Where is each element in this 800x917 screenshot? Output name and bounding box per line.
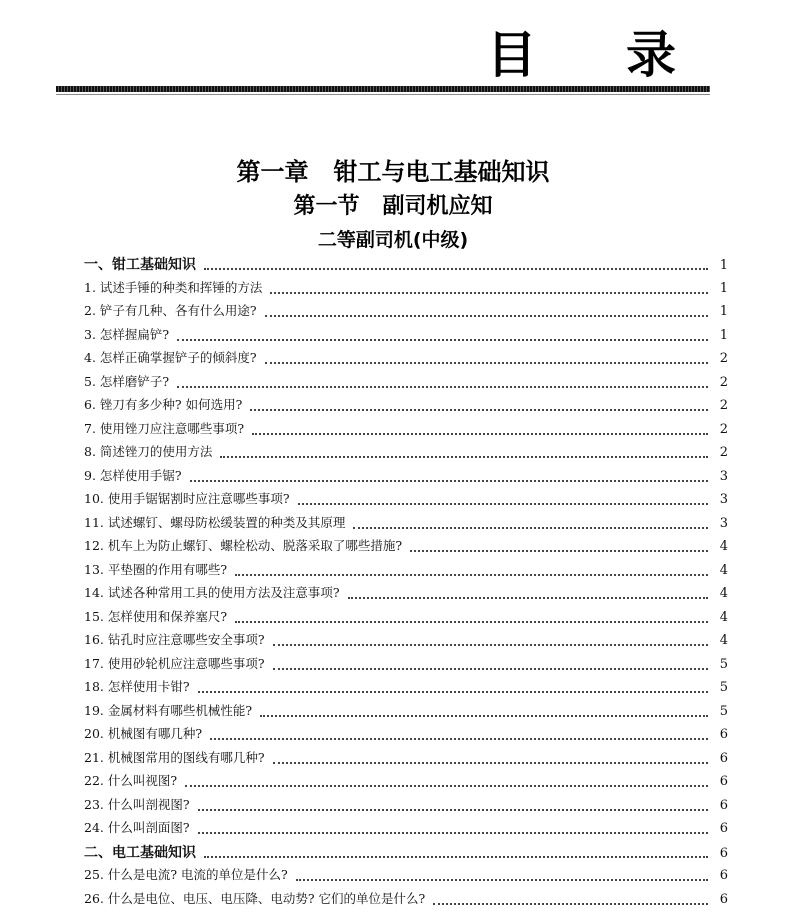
toc-entry[interactable] [84,489,728,513]
toc-entry[interactable] [84,348,728,372]
toc-entry-label: 20. 机械图有哪几种? [84,726,203,741]
toc-page-number: 2 [719,398,728,413]
toc-leader-dots [410,549,708,552]
toc-entry-label: 5. 怎样磨铲子? [84,373,170,389]
toc-entry[interactable] [84,818,728,842]
table-of-contents [84,254,728,912]
toc-leader-dots [204,855,708,858]
toc-page-number: 6 [719,797,728,813]
toc-page-number: 6 [719,821,728,836]
toc-leader-dots [353,526,708,529]
toc-leader-dots [204,267,708,270]
toc-leader-dots [235,573,708,576]
toc-page-number: 6 [719,868,728,883]
toc-leader-dots [198,690,708,693]
toc-page-number: 6 [719,727,728,742]
toc-entry-label: 3. 怎样握扁铲? [84,326,170,342]
toc-page-number: 1 [719,258,728,273]
toc-entry-label: 18. 怎样使用卡钳? [84,679,190,694]
toc-leader-dots [252,432,708,435]
toc-leader-dots [185,784,708,787]
subsection-heading: 二等副司机(中级) [317,229,469,251]
toc-page-number: 2 [719,351,728,366]
toc-page-number: 3 [719,515,728,531]
toc-leader-dots [273,667,708,670]
toc-entry-label: 25. 什么是电流? 电流的单位是什么? [84,867,288,882]
toc-entry[interactable] [84,583,728,607]
toc-entry[interactable] [84,513,728,537]
toc-page-number: 4 [719,562,728,578]
toc-entry-label: 19. 金属材料有哪些机械性能? [84,702,253,718]
toc-page-number: 2 [719,445,728,460]
toc-leader-dots [235,620,708,623]
toc-leader-dots [298,502,708,505]
toc-leader-dots [348,596,708,599]
section-heading: 第一节 副司机应知 [293,194,493,219]
toc-leader-dots [273,761,708,764]
toc-entry-label: 16. 钻孔时应注意哪些安全事项? [84,632,265,647]
toc-entry[interactable] [84,865,728,889]
toc-entry-label: 22. 什么叫视图? [84,773,178,788]
toc-entry[interactable] [84,536,728,560]
toc-page-number: 4 [719,609,728,625]
toc-entry-label: 24. 什么叫剖面图? [84,820,190,835]
toc-entry-label: 12. 机车上为防止螺钉、螺栓松动、脱落采取了哪些措施? [84,538,403,553]
toc-entry-label: 8. 简述锉刀的使用方法 [84,444,213,459]
toc-entry[interactable] [84,654,728,678]
toc-leader-dots [265,361,708,364]
toc-entry-label: 15. 怎样使用和保养塞尺? [84,608,228,624]
toc-leader-dots [210,737,708,740]
toc-leader-dots [177,385,708,388]
toc-page-number: 5 [719,703,728,719]
toc-page-number: 1 [719,280,728,296]
toc-leader-dots [177,338,708,341]
toc-entry[interactable] [84,466,728,490]
toc-category[interactable] [84,842,728,866]
toc-page-number: 4 [719,539,728,554]
toc-entry-label: 9. 怎样使用手锯? [84,467,182,483]
toc-entry[interactable] [84,560,728,584]
toc-entry-label: 一、钳工基础知识 [84,257,196,273]
toc-entry[interactable] [84,795,728,819]
toc-page-number: 1 [719,304,728,319]
toc-leader-dots [270,291,708,294]
toc-page-number: 5 [719,656,728,672]
toc-page-number: 3 [719,468,728,484]
toc-entry-label: 13. 平垫圈的作用有哪些? [84,561,228,577]
toc-entry-label: 11. 试述螺钉、螺母防松缓装置的种类及其原理 [84,514,346,530]
toc-entry-label: 26. 什么是电位、电压、电压降、电动势? 它们的单位是什么? [84,890,426,906]
toc-page-number: 2 [719,374,728,390]
toc-page-number: 4 [719,633,728,648]
title-rule [56,86,710,92]
toc-entry[interactable] [84,748,728,772]
toc-page-number: 5 [719,680,728,695]
toc-entry-label: 17. 使用砂轮机应注意哪些事项? [84,655,265,671]
toc-entry-label: 23. 什么叫剖视图? [84,796,190,812]
toc-page-number: 4 [719,586,728,601]
toc-entry[interactable] [84,889,728,913]
toc-page-number: 6 [719,845,728,861]
toc-entry[interactable] [84,325,728,349]
toc-leader-dots [265,314,708,317]
toc-leader-dots [273,643,708,646]
toc-leader-dots [260,714,708,717]
toc-leader-dots [198,808,708,811]
toc-page-number: 6 [719,774,728,789]
toc-entry[interactable] [84,372,728,396]
toc-entry-label: 二、电工基础知识 [84,844,196,861]
toc-category[interactable] [84,254,728,278]
toc-leader-dots [198,831,708,834]
toc-page-number: 6 [719,750,728,766]
toc-page-number: 2 [719,421,728,437]
toc-entry-label: 6. 锉刀有多少种? 如何选用? [84,397,243,412]
toc-entry-label: 10. 使用手锯锯割时应注意哪些事项? [84,491,290,506]
toc-entry[interactable] [84,442,728,466]
toc-entry-label: 7. 使用锉刀应注意哪些事项? [84,420,245,436]
toc-page-number: 3 [719,492,728,507]
chapter-heading: 第一章 钳工与电工基础知识 [236,158,550,186]
toc-entry[interactable] [84,771,728,795]
toc-entry[interactable] [84,419,728,443]
toc-page-number: 6 [719,891,728,907]
toc-entry[interactable] [84,301,728,325]
page-title: 目 录 [486,26,712,84]
toc-entry[interactable] [84,630,728,654]
toc-entry-label: 14. 试述各种常用工具的使用方法及注意事项? [84,585,340,600]
toc-leader-dots [433,902,708,905]
toc-entry-label: 4. 怎样正确掌握铲子的倾斜度? [84,350,257,365]
toc-leader-dots [250,408,708,411]
toc-entry[interactable] [84,607,728,631]
toc-leader-dots [220,455,708,458]
toc-entry-label: 21. 机械图常用的图线有哪几种? [84,749,265,765]
toc-leader-dots [190,479,708,482]
toc-leader-dots [296,878,708,881]
toc-entry[interactable] [84,395,728,419]
toc-entry[interactable] [84,278,728,302]
toc-entry[interactable] [84,724,728,748]
title-rule-thin [56,94,710,95]
toc-entry[interactable] [84,677,728,701]
toc-entry-label: 1. 试述手锤的种类和挥锤的方法 [84,279,263,295]
toc-page-number: 1 [719,327,728,343]
toc-entry[interactable] [84,701,728,725]
toc-entry-label: 2. 铲子有几种、各有什么用途? [84,303,257,318]
